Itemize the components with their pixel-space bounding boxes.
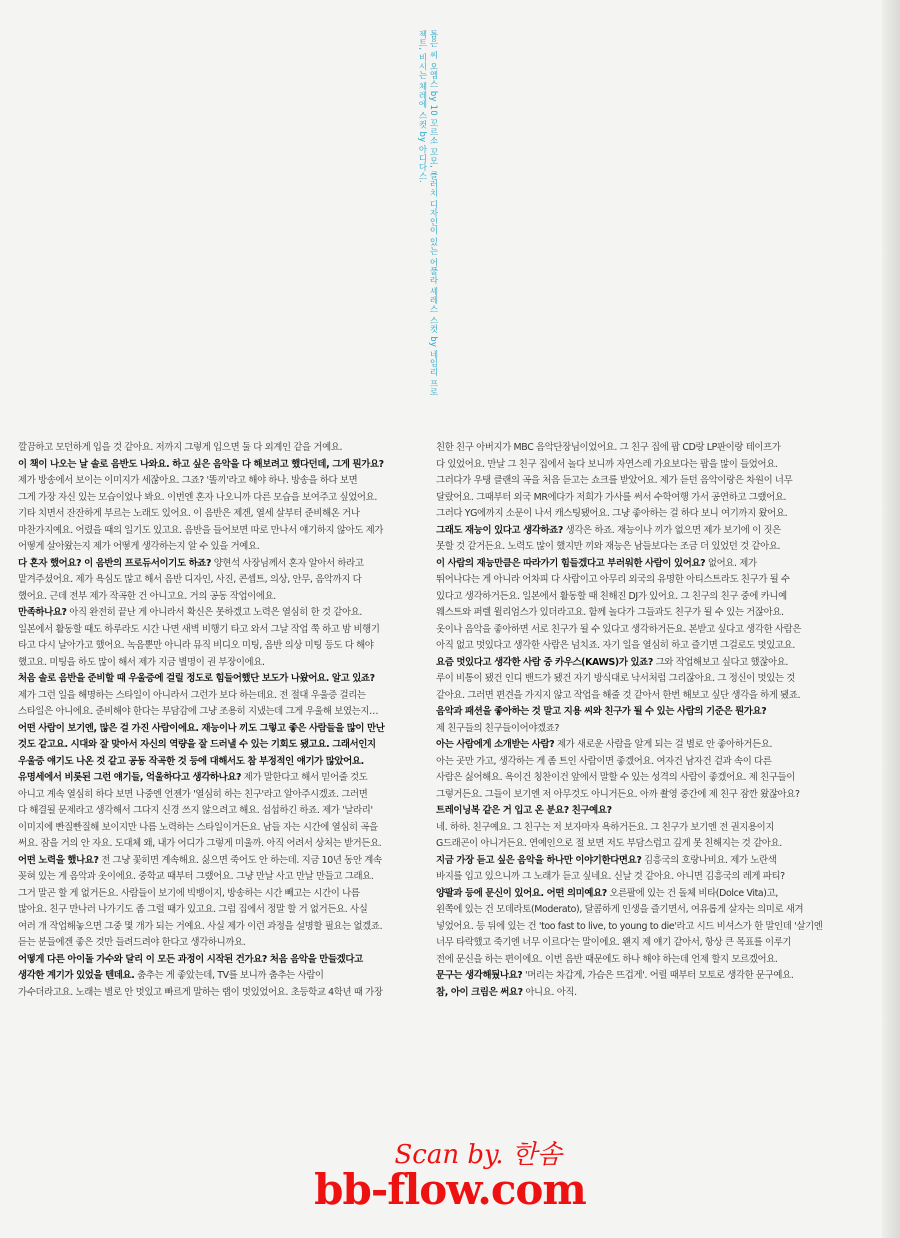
text-line bbox=[436, 869, 826, 886]
text-line bbox=[436, 770, 826, 787]
text-line bbox=[18, 737, 423, 754]
answer-text: '머리는 차갑게, 가슴은 뜨겁게'. 어릴 때부터 모토로 생각한 문구예요. bbox=[522, 970, 794, 981]
text-line bbox=[436, 968, 826, 985]
answer-text: 타고 다시 날아가고 했어요. 녹음뿐만 아니라 뮤직 비디오 미팅, 음반 의상 미팅 등도 다 해야 bbox=[18, 640, 374, 651]
answer-text: 다 있었어요. 만날 그 친구 집에서 놀다 보니까 자연스레 가요보다는 팝을 많이 들었어요. bbox=[436, 458, 778, 470]
text-line bbox=[436, 523, 826, 540]
answer-text: 춤추는 게 좋았는데, TV를 보니까 춤추는 사람이 bbox=[134, 970, 324, 981]
answer-text: 아직 없고 멋있다고 생각한 사람은 넘치죠. 자기 일을 열심히 하고 즐기면 그걸로도 멋있고요. bbox=[436, 640, 795, 651]
text-line bbox=[436, 836, 826, 853]
question-text: 처음 솔로 음반을 준비할 때 우울증에 걸릴 정도로 힘들어했단 보도가 나왔어요. 알고 있죠? bbox=[18, 673, 375, 684]
question-text: 요즘 멋있다고 생각한 사람 중 카우스(KAWS)가 있죠? bbox=[436, 656, 653, 668]
question-text: 생각한 계기가 있었을 텐데요. bbox=[18, 970, 135, 981]
answer-text: 못할 것 같거든요. 노력도 많이 했지만 끼와 재능은 남들보다는 조금 더 있었던 것 같아요. bbox=[436, 541, 781, 552]
question-text: 유명세에서 비롯된 그런 얘기들, 억울하다고 생각하나요? bbox=[18, 772, 242, 783]
text-line bbox=[18, 556, 423, 573]
text-line bbox=[18, 820, 423, 837]
text-line bbox=[436, 902, 826, 919]
text-line bbox=[436, 952, 826, 969]
answer-text: 아직 완전히 끝난 게 아니라서 확신은 못하겠고 노력은 열심히 한 것 같아요. bbox=[66, 607, 363, 618]
text-line bbox=[18, 952, 423, 969]
photo-credit: 톱은 씨 오엠스 by 10 꼬르소 꼬모, 클러치 디자인이 있는 어풀라 셰레스 스컷 by 네임리 프로젝트, 비시는 체레에 스컷 by 아디다스. bbox=[417, 30, 438, 397]
text-line bbox=[436, 556, 826, 573]
text-line bbox=[436, 638, 826, 655]
text-line bbox=[436, 539, 826, 556]
question-text: 음악과 패션을 좋아하는 것 말고 지용 씨와 친구가 될 수 있는 사람의 기준은 뭔가요? bbox=[436, 706, 767, 717]
text-line bbox=[18, 770, 423, 787]
text-line bbox=[18, 638, 423, 655]
answer-text: 다 해결될 문제라고 생각해서 그다지 신경 쓰지 않으려고 해요. 섭섭하긴 하죠. 제가 '날라리' bbox=[18, 805, 373, 816]
question-text: 우울증 얘기도 나온 것 같고 공동 작곡한 것 등에 대해서도 참 부정적인 얘기가 많았어요. bbox=[18, 755, 364, 767]
question-text: 문구는 생각해뒀나요? bbox=[436, 970, 523, 981]
text-line bbox=[436, 886, 826, 903]
text-line bbox=[18, 787, 423, 804]
text-line bbox=[18, 754, 423, 771]
text-line bbox=[18, 704, 423, 721]
answer-text: 써요. 잠을 거의 안 자요. 도대체 왜, 내가 어디가 그렇게 미울까. 아직 어려서 상처는 받거든요. bbox=[18, 838, 382, 849]
text-line bbox=[18, 968, 423, 985]
answer-text: 왼쪽에 있는 건 모데라토(Moderato), 달콤하게 인생을 즐기면서, 여유롭게 살자는 의미로 새겨 bbox=[436, 904, 804, 915]
answer-text: 일본에서 활동할 때도 하루라도 시간 나면 새벽 비행기 타고 와서 그날 작업 쭉 하고 밤 비행기 bbox=[18, 623, 380, 635]
text-line bbox=[18, 721, 423, 738]
text-line bbox=[436, 787, 826, 804]
text-line bbox=[18, 836, 423, 853]
question-text: 참, 아이 크림은 써요? bbox=[436, 986, 523, 998]
question-text: 이 책이 나오는 날 솔로 음반도 나와요. 하고 싶은 음악을 다 해보려고 했다던데, 그게 뭔가요? bbox=[18, 458, 384, 470]
text-line bbox=[18, 457, 423, 474]
text-line bbox=[18, 655, 423, 672]
text-line bbox=[18, 853, 423, 870]
answer-text: 없어요. 제가 bbox=[705, 557, 757, 569]
answer-text: 꽂혀 있는 게 음악과 옷이에요. 중학교 때부터 그랬어요. 그냥 만날 사고 만날 만들고 그래요. bbox=[18, 871, 374, 882]
text-line bbox=[18, 985, 423, 1002]
question-text: 어떻게 다른 아이돌 가수와 달리 이 모든 과정이 시작된 건가요? 처음 음악을 만들겠다고 bbox=[18, 953, 363, 965]
text-line bbox=[18, 671, 423, 688]
text-line bbox=[436, 605, 826, 622]
text-line bbox=[18, 886, 423, 903]
answer-text: 아는 곳만 가고, 생각하는 게 좀 트인 사람이면 좋겠어요. 여자건 남자건 겉과 속이 다른 bbox=[436, 755, 772, 767]
text-line bbox=[436, 737, 826, 754]
text-line bbox=[18, 440, 423, 457]
text-line bbox=[18, 572, 423, 589]
question-text: 어떤 노력을 했나요? bbox=[18, 854, 99, 866]
answer-text: 그게 가장 자신 있는 모습이었나 봐요. 이번엔 혼자 나오니까 다른 모습을 보여주고 싶었어요. bbox=[18, 491, 377, 503]
text-line bbox=[436, 506, 826, 523]
text-line bbox=[436, 721, 826, 738]
answer-text: 그거 말곤 할 게 없거든요. 사람들이 보기에 빅뱅이지, 방송하는 시간 빼고는 시간이 나름 bbox=[18, 887, 360, 899]
text-line bbox=[436, 655, 826, 672]
watermark-site: bb-flow.com bbox=[314, 1165, 586, 1214]
text-line bbox=[436, 440, 826, 457]
answer-text: 스타일은 아니에요. 준비해야 한다는 부담감에 그냥 조용히 지냈는데 그게 우울해 보였는지… bbox=[18, 706, 379, 717]
text-line bbox=[436, 671, 826, 688]
answer-text: 아니요. 아직. bbox=[522, 986, 577, 998]
question-text: 만족하나요? bbox=[18, 607, 67, 618]
scan-watermark bbox=[300, 1140, 600, 1220]
answer-text: 너무 타락했고 죽기엔 너무 이르다'는 말이에요. 왠지 제 얘기 같아서, 항상 큰 목표를 이루기 bbox=[436, 937, 792, 948]
text-line bbox=[18, 506, 423, 523]
question-text: 지금 가장 듣고 싶은 음악을 하나만 이야기한다면요? bbox=[436, 854, 642, 866]
answer-text: 기타 치면서 잔잔하게 부르는 노래도 있어요. 이 음반은 제겐, 열세 살부터 준비해온 거나 bbox=[18, 508, 360, 519]
text-line bbox=[436, 572, 826, 589]
text-line bbox=[436, 473, 826, 490]
text-line bbox=[18, 589, 423, 606]
watermark-scan-by: Scan by. 한솜 bbox=[394, 1140, 562, 1170]
text-line bbox=[18, 622, 423, 639]
answer-text: 했어요. 근데 전부 제가 작곡한 건 아니고요. 거의 공동 작업이에요. bbox=[18, 590, 276, 602]
question-text: 어떤 사람이 보기엔, 많은 걸 가진 사람이에요. 재능이나 끼도 그렇고 좋은 사람들을 많이 만난 bbox=[18, 722, 385, 734]
text-line bbox=[18, 869, 423, 886]
text-line bbox=[18, 473, 423, 490]
answer-text: 여러 개 작업해놓으면 그중 몇 개가 되는 거예요. 사실 제가 이런 과정을 설명할 필요는 없겠죠. bbox=[18, 920, 383, 932]
answer-text: 바지를 입고 있으니까 그 노래가 듣고 싶네요. 신날 것 같아요. 아니면 김흥국의 레게 파티? bbox=[436, 871, 785, 882]
text-line bbox=[436, 985, 826, 1002]
text-line bbox=[18, 539, 423, 556]
text-line bbox=[18, 803, 423, 820]
question-text: 것도 같고요. 시대와 잘 맞아서 자신의 역량을 잘 드러낼 수 있는 기회도 됐고요. 그래서인지 bbox=[18, 739, 376, 750]
text-line bbox=[436, 803, 826, 820]
answer-text: 제가 말한다고 해서 믿어줄 것도 bbox=[241, 772, 368, 783]
answer-text: 있다고 생각하거든요. 일본에서 활동할 때 친해진 DJ가 있어요. 그 친구의 친구 중에 카니예 bbox=[436, 590, 787, 602]
answer-text: 옷이나 음악을 좋아하면 서로 친구가 될 수 있다고 생각하거든요. 본받고 싶다고 생각한 사람은 bbox=[436, 623, 802, 635]
text-line bbox=[436, 457, 826, 474]
right-column bbox=[436, 440, 826, 1100]
text-line bbox=[436, 754, 826, 771]
answer-text: 웨스트와 퍼렐 윌리엄스가 있더라고요. 함께 놀다가 그들과도 친구가 될 수 있는 거잖아요. bbox=[436, 607, 784, 618]
answer-text: 같아요. 그러면 편견을 가지지 않고 작업을 해줄 것 같아서 한번 해보고 싶단 생각을 하게 됐죠. bbox=[436, 689, 801, 701]
answer-text: 가수더라고요. 노래는 별로 안 멋있고 빠르게 말하는 랩이 멋있었어요. 초등학교 4학년 때 가장 bbox=[18, 986, 383, 998]
question-text: 그래도 재능이 있다고 생각하죠? bbox=[436, 524, 564, 536]
question-text: 다 혼자 했어요? 이 음반의 프로듀서이기도 하죠? bbox=[18, 557, 212, 569]
answer-text: 친한 친구 아버지가 MBC 음악단장님이었어요. 그 친구 집에 팝 CD랑 LP판이랑 테이프가 bbox=[436, 442, 781, 453]
question-text: 아는 사람에게 소개받는 사람? bbox=[436, 739, 555, 750]
answer-text: 제가 그런 일을 해명하는 스타일이 아니라서 그런가 보다 하는데요. 전 절대 우울증 걸리는 bbox=[18, 689, 366, 701]
answer-text: 사람은 싫어해요. 욕이건 칭찬이건 앞에서 말할 수 있는 성격의 사람이 좋겠어요. 제 친구들이 bbox=[436, 772, 795, 783]
page-edge bbox=[882, 0, 900, 1238]
text-line bbox=[18, 935, 423, 952]
text-line bbox=[436, 704, 826, 721]
answer-text: 네. 하하. 친구예요. 그 친구는 저 보자마자 욕하거든요. 그 친구가 보기엔 전 권지용이지 bbox=[436, 821, 775, 833]
answer-text: 그렇거든요. 그들이 보기엔 저 아무것도 아니거든요. 아까 촬영 중간에 제 친구 잠깐 왔잖아요? bbox=[436, 788, 800, 800]
answer-text: 했고요. 미팅을 하도 많이 해서 제가 지금 별명이 권 부장이에요. bbox=[18, 656, 265, 668]
answer-text: 넣었어요. 등 뒤에 있는 건 'too fast to live, to young to die'라고 시드 비셔스가 한 말인데 '살기엔 bbox=[436, 920, 823, 932]
text-line bbox=[18, 902, 423, 919]
text-line bbox=[436, 622, 826, 639]
text-line bbox=[436, 688, 826, 705]
answer-text: 그러다 YG에까지 소문이 나서 캐스팅됐어요. 그냥 좋아하는 걸 하다 보니 여기까지 왔어요. bbox=[436, 508, 788, 519]
answer-text: 마찬가지예요. 어렸을 때의 일기도 있고요. 음반을 들어보면 따로 만나서 얘기하지 않아도 제가 bbox=[18, 524, 384, 536]
answer-text: 생각은 하죠. 재능이나 끼가 없으면 제가 보기에 이 짓은 bbox=[563, 524, 781, 536]
text-line bbox=[18, 688, 423, 705]
text-line bbox=[436, 919, 826, 936]
answer-text: 듣는 분들에겐 좋은 것만 들려드려야 한다고 생각하니까요. bbox=[18, 937, 246, 948]
answer-text: 양현석 사장님께서 혼자 알아서 하라고 bbox=[211, 557, 364, 569]
left-column bbox=[18, 440, 423, 1100]
answer-text: 제 친구들의 친구들이어야겠죠? bbox=[436, 722, 560, 734]
text-line bbox=[436, 490, 826, 507]
text-line bbox=[18, 490, 423, 507]
text-line bbox=[18, 919, 423, 936]
answer-text: 깔끔하고 모던하게 입을 것 같아요. 저까지 그렇게 입으면 둘 다 외계인 같을 거예요. bbox=[18, 442, 343, 453]
answer-text: 김흥국의 호랑나비요. 제가 노란색 bbox=[641, 854, 777, 866]
question-text: 트레이닝복 같은 거 입고 온 분요? 친구예요? bbox=[436, 805, 612, 816]
answer-text: 아니고 계속 열심히 하다 보면 나중엔 언젠가 '열심히 하는 친구'라고 알아주시겠죠. 그러면 bbox=[18, 788, 368, 800]
text-line bbox=[18, 605, 423, 622]
answer-text: 오른팔에 있는 건 돌체 비타(Dolce Vita)고, bbox=[606, 887, 778, 899]
answer-text: G드래곤이 아니거든요. 연예인으로 절 보면 저도 부담스럽고 깊게 못 친해지는 것 같아요. bbox=[436, 838, 782, 849]
text-line bbox=[436, 589, 826, 606]
question-text: 이 사람의 재능만큼은 따라가기 힘들겠다고 부러워한 사람이 있어요? bbox=[436, 557, 706, 569]
answer-text: 루이 비통이 됐건 인디 밴드가 됐건 자기 방식대로 낙서처럼 그리잖아요. 그 정신이 멋있는 것 bbox=[436, 673, 795, 684]
text-line bbox=[436, 935, 826, 952]
answer-text: 이미지에 빤질빤질해 보이지만 나름 노력하는 스타일이거든요. 남들 자는 시간에 열심히 곡을 bbox=[18, 821, 378, 833]
text-line bbox=[436, 820, 826, 837]
answer-text: 그와 작업해보고 싶다고 했잖아요. bbox=[652, 656, 788, 668]
answer-text: 맡겨주셨어요. 제가 욕심도 많고 해서 음반 디자인, 사진, 콘셉트, 의상, 안무, 음악까지 다 bbox=[18, 574, 362, 585]
answer-text: 달랐어요. 그때부터 외국 MR에다가 저희가 가사를 써서 수학여행 가서 공연하고 그랬어요. bbox=[436, 491, 787, 503]
answer-text: 뛰어나다는 게 아니라 어차피 다 사람이고 아무리 외국의 유명한 아티스트라도 친구가 될 수 bbox=[436, 574, 790, 585]
answer-text: 전에 문신을 하는 편이에요. 이번 음반 때문에도 하나 해야 하는데 언제 할지 모르겠어요. bbox=[436, 953, 778, 965]
answer-text: 전 그냥 꽃히면 계속해요. 싫으면 죽어도 안 하는데. 지금 10년 동안 계속 bbox=[98, 854, 382, 866]
answer-text: 그러다가 우탱 클랜의 곡을 처음 듣고는 쇼크를 받았어요. 제가 듣던 음악이랑은 차원이 너무 bbox=[436, 475, 793, 486]
question-text: 양팔과 등에 문신이 있어요. 어떤 의미예요? bbox=[436, 887, 607, 899]
answer-text: 어떻게 살아왔는지 제가 어떻게 생각하는지 알 수 있을 거예요. bbox=[18, 541, 260, 552]
answer-text: 제가 새로운 사람을 알게 되는 걸 별로 안 좋아하거든요. bbox=[554, 739, 773, 750]
text-line bbox=[18, 523, 423, 540]
answer-text: 많아요. 친구 만나러 나가기도 좀 그럴 때가 있고요. 그럼 집에서 정말 할 거 없거든요. 사실 bbox=[18, 904, 368, 915]
answer-text: 제가 방송에서 보이는 이미지가 세잖아요. 그죠? '똘끼'라고 해야 하나. 방송을 하다 보면 bbox=[18, 475, 358, 486]
text-line bbox=[436, 853, 826, 870]
